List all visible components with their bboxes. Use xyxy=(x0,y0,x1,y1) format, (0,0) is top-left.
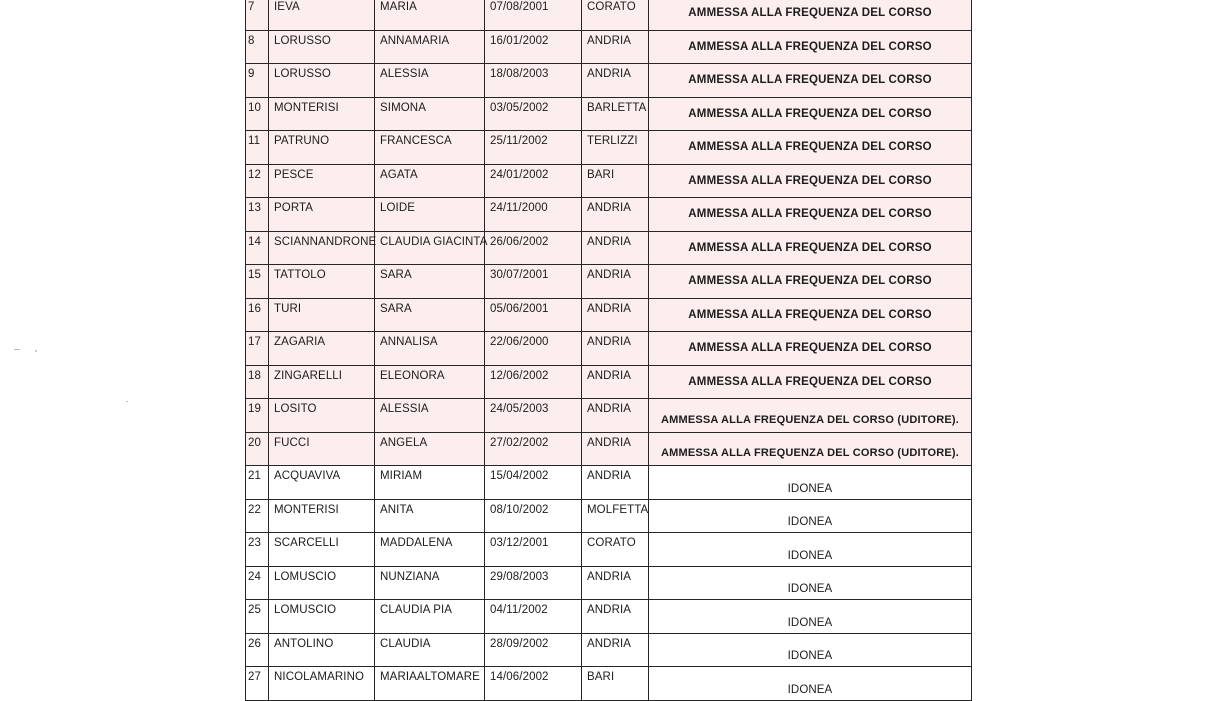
surname-cell: SCARCELLI xyxy=(269,533,375,567)
birth-city-cell: ANDRIA xyxy=(582,332,649,366)
row-number: 7 xyxy=(246,0,269,30)
row-number: 27 xyxy=(246,667,269,701)
outcome-cell: AMMESSA ALLA FREQUENZA DEL CORSO xyxy=(649,131,972,165)
row-number: 10 xyxy=(246,97,269,131)
outcome-cell: IDONEA xyxy=(649,533,972,567)
birth-date-cell: 30/07/2001 xyxy=(485,265,582,299)
surname-cell: IEVA xyxy=(269,0,375,30)
birth-city-cell: CORATO xyxy=(582,533,649,567)
birth-date-cell: 22/06/2000 xyxy=(485,332,582,366)
surname-cell: PESCE xyxy=(269,164,375,198)
surname-cell: NICOLAMARINO xyxy=(269,667,375,701)
surname-cell: LOSITO xyxy=(269,399,375,433)
outcome-cell: AMMESSA ALLA FREQUENZA DEL CORSO xyxy=(649,332,972,366)
birth-city-cell: ANDRIA xyxy=(582,633,649,667)
birth-date-cell: 03/05/2002 xyxy=(485,97,582,131)
table-row xyxy=(246,432,972,466)
birth-date-cell: 05/06/2001 xyxy=(485,298,582,332)
surname-cell: MONTERISI xyxy=(269,499,375,533)
birth-city-cell: ANDRIA xyxy=(582,64,649,98)
first-name-cell: ANNAMARIA xyxy=(375,30,485,64)
table-row xyxy=(246,365,972,399)
birth-date-cell: 29/08/2003 xyxy=(485,566,582,600)
table-row xyxy=(246,164,972,198)
first-name-cell: ANNALISA xyxy=(375,332,485,366)
surname-cell: LOMUSCIO xyxy=(269,566,375,600)
birth-date-cell: 12/06/2002 xyxy=(485,365,582,399)
birth-city-cell: ANDRIA xyxy=(582,600,649,634)
surname-cell: ACQUAVIVA xyxy=(269,466,375,500)
table-row xyxy=(246,466,972,500)
table-row xyxy=(246,0,972,30)
surname-cell: MONTERISI xyxy=(269,97,375,131)
birth-city-cell: ANDRIA xyxy=(582,231,649,265)
birth-city-cell: ANDRIA xyxy=(582,566,649,600)
birth-date-cell: 28/09/2002 xyxy=(485,633,582,667)
birth-date-cell: 25/11/2002 xyxy=(485,131,582,165)
outcome-cell: AMMESSA ALLA FREQUENZA DEL CORSO xyxy=(649,30,972,64)
results-table xyxy=(245,0,972,701)
scan-speck xyxy=(35,350,37,352)
first-name-cell: SARA xyxy=(375,298,485,332)
outcome-cell: AMMESSA ALLA FREQUENZA DEL CORSO xyxy=(649,97,972,131)
surname-cell: TURI xyxy=(269,298,375,332)
row-number: 15 xyxy=(246,265,269,299)
table-row xyxy=(246,30,972,64)
surname-cell: TATTOLO xyxy=(269,265,375,299)
surname-cell: PATRUNO xyxy=(269,131,375,165)
first-name-cell: CLAUDIA PIA xyxy=(375,600,485,634)
row-number: 19 xyxy=(246,399,269,433)
birth-date-cell: 16/01/2002 xyxy=(485,30,582,64)
table-row xyxy=(246,399,972,433)
first-name-cell: MARIAALTOMARE xyxy=(375,667,485,701)
table-row xyxy=(246,97,972,131)
surname-cell: ANTOLINO xyxy=(269,633,375,667)
surname-cell: LORUSSO xyxy=(269,30,375,64)
row-number: 16 xyxy=(246,298,269,332)
row-number: 21 xyxy=(246,466,269,500)
row-number: 20 xyxy=(246,432,269,466)
row-number: 13 xyxy=(246,198,269,232)
surname-cell: LORUSSO xyxy=(269,64,375,98)
birth-city-cell: ANDRIA xyxy=(582,265,649,299)
outcome-cell: IDONEA xyxy=(649,633,972,667)
first-name-cell: CLAUDIA GIACINTA xyxy=(375,231,485,265)
surname-cell: ZINGARELLI xyxy=(269,365,375,399)
table-row xyxy=(246,131,972,165)
surname-cell: ZAGARIA xyxy=(269,332,375,366)
outcome-cell: IDONEA xyxy=(649,499,972,533)
outcome-cell: IDONEA xyxy=(649,600,972,634)
row-number: 8 xyxy=(246,30,269,64)
surname-cell: SCIANNANDRONE xyxy=(269,231,375,265)
table-row xyxy=(246,265,972,299)
table-row xyxy=(246,298,972,332)
surname-cell: FUCCI xyxy=(269,432,375,466)
first-name-cell: MARIA xyxy=(375,0,485,30)
first-name-cell: FRANCESCA xyxy=(375,131,485,165)
table-row xyxy=(246,667,972,701)
outcome-cell: IDONEA xyxy=(649,667,972,701)
birth-city-cell: BARLETTA xyxy=(582,97,649,131)
row-number: 18 xyxy=(246,365,269,399)
first-name-cell: SIMONA xyxy=(375,97,485,131)
outcome-cell: AMMESSA ALLA FREQUENZA DEL CORSO xyxy=(649,64,972,98)
table-row xyxy=(246,332,972,366)
row-number: 22 xyxy=(246,499,269,533)
row-number: 9 xyxy=(246,64,269,98)
birth-date-cell: 24/11/2000 xyxy=(485,198,582,232)
surname-cell: LOMUSCIO xyxy=(269,600,375,634)
birth-city-cell: ANDRIA xyxy=(582,298,649,332)
first-name-cell: AGATA xyxy=(375,164,485,198)
birth-date-cell: 07/08/2001 xyxy=(485,0,582,30)
table-row xyxy=(246,533,972,567)
table-row xyxy=(246,633,972,667)
table-row xyxy=(246,499,972,533)
first-name-cell: SARA xyxy=(375,265,485,299)
outcome-cell: AMMESSA ALLA FREQUENZA DEL CORSO xyxy=(649,164,972,198)
birth-city-cell: MOLFETTA xyxy=(582,499,649,533)
first-name-cell: ANITA xyxy=(375,499,485,533)
first-name-cell: ALESSIA xyxy=(375,64,485,98)
birth-date-cell: 27/02/2002 xyxy=(485,432,582,466)
outcome-cell: AMMESSA ALLA FREQUENZA DEL CORSO xyxy=(649,198,972,232)
outcome-cell: AMMESSA ALLA FREQUENZA DEL CORSO (UDITORE). xyxy=(649,399,972,433)
first-name-cell: CLAUDIA xyxy=(375,633,485,667)
birth-date-cell: 26/06/2002 xyxy=(485,231,582,265)
scan-speck xyxy=(126,401,128,402)
row-number: 26 xyxy=(246,633,269,667)
birth-date-cell: 04/11/2002 xyxy=(485,600,582,634)
table-row xyxy=(246,600,972,634)
birth-city-cell: ANDRIA xyxy=(582,30,649,64)
birth-city-cell: BARI xyxy=(582,164,649,198)
first-name-cell: ANGELA xyxy=(375,432,485,466)
birth-city-cell: ANDRIA xyxy=(582,399,649,433)
birth-date-cell: 24/05/2003 xyxy=(485,399,582,433)
birth-date-cell: 18/08/2003 xyxy=(485,64,582,98)
scan-speck xyxy=(14,349,20,350)
table-row xyxy=(246,231,972,265)
first-name-cell: MADDALENA xyxy=(375,533,485,567)
first-name-cell: LOIDE xyxy=(375,198,485,232)
birth-city-cell: ANDRIA xyxy=(582,432,649,466)
birth-city-cell: BARI xyxy=(582,667,649,701)
birth-date-cell: 08/10/2002 xyxy=(485,499,582,533)
first-name-cell: NUNZIANA xyxy=(375,566,485,600)
birth-city-cell: TERLIZZI xyxy=(582,131,649,165)
row-number: 25 xyxy=(246,600,269,634)
birth-date-cell: 03/12/2001 xyxy=(485,533,582,567)
row-number: 11 xyxy=(246,131,269,165)
birth-city-cell: ANDRIA xyxy=(582,198,649,232)
row-number: 24 xyxy=(246,566,269,600)
table-row xyxy=(246,198,972,232)
table-row xyxy=(246,566,972,600)
surname-cell: PORTA xyxy=(269,198,375,232)
row-number: 23 xyxy=(246,533,269,567)
birth-city-cell: ANDRIA xyxy=(582,466,649,500)
results-table-body xyxy=(246,0,972,700)
outcome-cell: IDONEA xyxy=(649,466,972,500)
row-number: 14 xyxy=(246,231,269,265)
outcome-cell: AMMESSA ALLA FREQUENZA DEL CORSO xyxy=(649,265,972,299)
row-number: 17 xyxy=(246,332,269,366)
outcome-cell: AMMESSA ALLA FREQUENZA DEL CORSO (UDITORE). xyxy=(649,432,972,466)
birth-date-cell: 14/06/2002 xyxy=(485,667,582,701)
outcome-cell: AMMESSA ALLA FREQUENZA DEL CORSO xyxy=(649,365,972,399)
first-name-cell: ALESSIA xyxy=(375,399,485,433)
birth-date-cell: 15/04/2002 xyxy=(485,466,582,500)
outcome-cell: AMMESSA ALLA FREQUENZA DEL CORSO xyxy=(649,231,972,265)
birth-city-cell: ANDRIA xyxy=(582,365,649,399)
birth-date-cell: 24/01/2002 xyxy=(485,164,582,198)
outcome-cell: IDONEA xyxy=(649,566,972,600)
birth-city-cell: CORATO xyxy=(582,0,649,30)
first-name-cell: MIRIAM xyxy=(375,466,485,500)
table-row xyxy=(246,64,972,98)
first-name-cell: ELEONORA xyxy=(375,365,485,399)
outcome-cell: AMMESSA ALLA FREQUENZA DEL CORSO xyxy=(649,298,972,332)
outcome-cell: AMMESSA ALLA FREQUENZA DEL CORSO xyxy=(649,0,972,30)
row-number: 12 xyxy=(246,164,269,198)
